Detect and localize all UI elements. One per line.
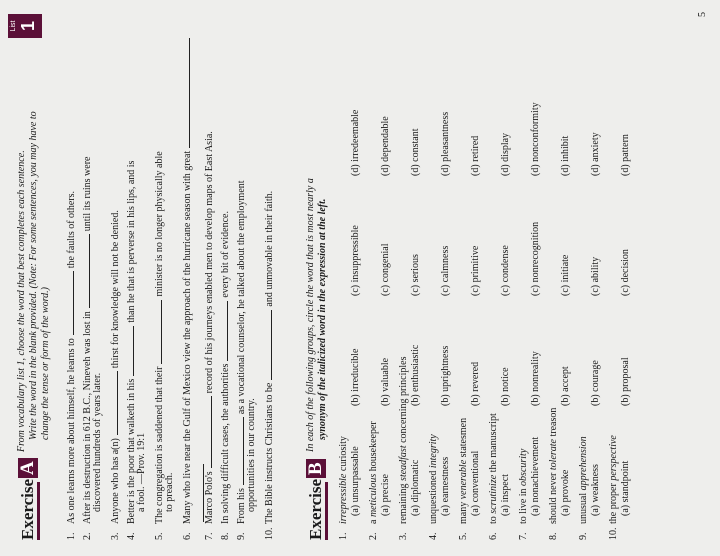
prompt-suffix: statesmen [458,417,469,460]
exercise-b-instructions-line2-text: synonym of the italicized word in the expression at the left. [317,198,328,440]
answer-blank[interactable] [152,300,162,364]
item-text-after-blank: record of his journeys enabled men to develop maps of East Asia. [204,131,215,394]
prompt-suffix: curiosity [338,436,349,474]
item-number: 5. [154,532,165,540]
choice-a[interactable]: (a) inspect [500,474,511,516]
item-text-before-blank: Marco Polo's [204,471,215,524]
choice-a[interactable]: (a) conventional [470,450,481,516]
exercise-b-prompt [458,418,470,540]
exercise-a-item [64,191,78,540]
choice-c[interactable]: (c) initiate [560,254,571,296]
exercise-a-underline [37,482,40,540]
prompt-prefix: a [368,517,379,524]
item-text-after-blank: until its ruins were [82,156,93,232]
list-tab [8,14,42,38]
choice-b[interactable]: (b) accept [560,366,571,406]
exercise-b-instructions-line2 [317,199,329,440]
prompt-prefix: remaining [398,480,409,524]
choice-c[interactable]: (c) condense [500,245,511,296]
prompt-suffix: treason [548,407,559,439]
prompt-prefix: unusual [578,490,589,524]
item-text-before-blank: Anyone who has a(n) [110,438,121,524]
choice-d[interactable]: (d) constant [410,128,421,176]
item-text-before-blank: Better is the poor that walketh in his [126,378,137,524]
item-text-after-blank: than he that is perverse in his lips, and is [126,160,137,323]
choice-c[interactable]: (c) congenial [380,243,391,296]
exercise-b-prompt [398,357,410,540]
item-number: 2. [82,532,93,540]
exercise-a-item [218,211,232,540]
prompt-suffix: concerning principles [398,356,409,446]
choice-b[interactable]: (b) nonreality [530,351,541,406]
answer-blank[interactable] [202,396,212,468]
answer-blank[interactable] [108,371,118,435]
choice-d[interactable]: (d) irredeemable [350,109,361,176]
choice-c[interactable]: (c) nonrecognition [530,221,541,296]
item-number: 9. [236,532,247,540]
item-number: 9. [578,532,589,540]
answer-blank[interactable] [80,234,90,308]
choice-a[interactable]: (a) earnestness [440,456,451,516]
list-tab-label: List [10,20,17,32]
answer-blank[interactable] [218,301,228,361]
choice-b[interactable]: (b) valuable [380,357,391,406]
answer-blank[interactable] [234,417,244,485]
choice-d[interactable]: (d) pleasantness [440,111,451,176]
target-word: steadfast [398,445,409,481]
item-text-before-blank: Many who live near the Gulf of Mexico view the approach of the hurricane season with great [182,150,193,524]
item-text-before-blank: The congregation is saddened that their [154,366,165,524]
exercise-a-item [180,35,194,540]
item-continuation: discovered hundreds of years later. [92,372,103,512]
prompt-prefix: many [458,499,469,524]
exercise-b-prompt [608,435,620,540]
item-number: 10. [264,527,275,540]
item-number: 3. [110,532,121,540]
item-number: 8. [220,532,231,540]
prompt-suffix: housekeeper [368,421,379,474]
item-number: 5. [458,532,469,540]
choice-c[interactable]: (c) decision [620,249,631,296]
exercise-b-heading [306,459,326,540]
choice-d[interactable]: (d) inhibit [560,135,571,176]
choice-b[interactable]: (b) proposal [620,357,631,406]
target-word: perspective [608,435,619,481]
choice-b[interactable]: (b) uprightness [440,345,451,406]
choice-a[interactable]: (a) precise [380,474,391,516]
item-number: 6. [182,532,193,540]
item-number: 6. [488,532,499,540]
item-text-before-blank: As one learns more about himself, he learns to [66,338,77,524]
item-number: 1. [66,532,77,540]
choice-d[interactable]: (d) display [500,132,511,176]
item-number: 8. [548,532,559,540]
item-text-after-blank: the faults of others. [66,191,77,269]
item-number: 7. [204,532,215,540]
choice-c[interactable]: (c) insuppressible [350,225,361,296]
target-word: irrepressible [338,473,349,524]
item-number: 4. [126,532,137,540]
prompt-prefix: unquestioned [428,468,439,524]
answer-blank[interactable] [262,310,272,380]
exercise-b-title: Exercise [306,478,325,540]
item-number: 10. [608,527,619,540]
prompt-prefix: should never [548,470,559,524]
exercise-b-prompt [488,413,500,540]
exercise-a-title: Exercise [18,478,37,540]
exercise-a-instructions-line3: change the tense or form of the word.) [40,287,51,440]
prompt-prefix: to [488,513,499,524]
exercise-b-prompt [578,436,590,540]
item-continuation: to preach. [164,472,175,512]
target-word: obscurity [518,448,529,486]
page-number: 5 [697,12,708,17]
choice-d[interactable]: (d) dependable [380,116,391,176]
item-text-after-blank: and unmovable in their faith. [264,190,275,307]
exercise-b-prompt [338,436,350,540]
item-text-before-blank: From his [236,488,247,524]
choice-a[interactable]: (a) nonachievement [530,436,541,516]
choice-c[interactable]: (c) ability [590,256,601,296]
choice-c[interactable]: (c) serious [410,254,421,296]
answer-blank[interactable] [64,271,74,335]
exercise-b-instructions-line1: In each of the following groups, circle the word that is most nearly a [305,178,316,452]
item-continuation: a fool. —Prov. 19:1 [136,432,147,512]
answer-blank[interactable] [124,326,134,376]
item-number: 2. [368,532,379,540]
exercise-b-underline [325,482,328,540]
target-word: meticulous [368,473,379,518]
answer-blank[interactable] [180,38,190,148]
choice-a[interactable]: (a) standpoint [620,460,631,516]
item-number: 3. [398,532,409,540]
exercise-a-heading [18,458,38,540]
exercise-a-item [108,210,122,540]
exercise-b-prompt [548,408,560,540]
choice-a[interactable]: (a) unsurpassable [350,446,361,516]
choice-c[interactable]: (c) primitive [470,245,481,296]
choice-b[interactable]: (b) revered [470,361,481,406]
target-word: tolerate [548,439,559,471]
choice-a[interactable]: (a) weakness [590,464,601,516]
item-text-after-blank: minister is no longer physically able [154,151,165,297]
exercise-b-prompt [518,449,530,540]
item-text-after-blank: thirst for knowledge will not be denied. [110,210,121,369]
answer-blank[interactable] [194,464,204,522]
exercise-a-instructions-line1: From vocabulary list 1, choose the word that best completes each sentence. [16,150,27,452]
item-text-after-blank: as a vocational counselor, he talked about the employment [236,180,247,415]
choice-d[interactable]: (d) nonconformity [530,102,541,176]
exercise-a-letter: A [18,458,38,478]
list-tab-number: 1 [18,21,38,32]
prompt-suffix: the manuscript [488,413,499,475]
item-text-before-blank: After its destruction in 612 B.C., Nineveh was lost in [82,311,93,524]
choice-d[interactable]: (d) pattern [620,134,631,176]
exercise-a-item [202,131,216,540]
choice-d[interactable]: (d) retired [470,135,481,176]
exercise-b-prompt [428,434,440,540]
choice-a[interactable]: (a) diplomatic [410,459,421,516]
choice-c[interactable]: (c) calmness [440,245,451,296]
target-word: venerable [458,459,469,500]
choice-b[interactable]: (b) notice [500,367,511,406]
exercise-a-instructions-line2: Write the word in the blank provided. (Note: For some sentences, you may have to [28,111,39,440]
choice-d[interactable]: (d) anxiety [590,132,601,176]
target-word: apprehension [578,436,589,491]
item-number: 7. [518,532,529,540]
choice-b[interactable]: (b) irreducible [350,348,361,406]
exercise-b-letter: B [306,459,326,478]
exercise-a-item [262,191,276,540]
prompt-prefix: the proper [608,480,619,524]
item-text-after-blank: every bit of evidence. [220,211,231,298]
item-number: 4. [428,532,439,540]
choice-a[interactable]: (a) provoke [560,469,571,516]
item-number: 1. [338,532,349,540]
item-continuation: opportunities in our country. [246,398,257,512]
item-text-before-blank: In solving difficult cases, the authorities [220,363,231,524]
choice-b[interactable]: (b) courage [590,360,601,406]
prompt-prefix: to live in [518,485,529,524]
choice-b[interactable]: (b) enthusiastic [410,344,421,406]
exercise-b-prompt [368,421,380,540]
item-text-before-blank: The Bible instructs Christians to be [264,382,275,524]
target-word: scrutinize [488,474,499,514]
target-word: integrity [428,434,439,469]
